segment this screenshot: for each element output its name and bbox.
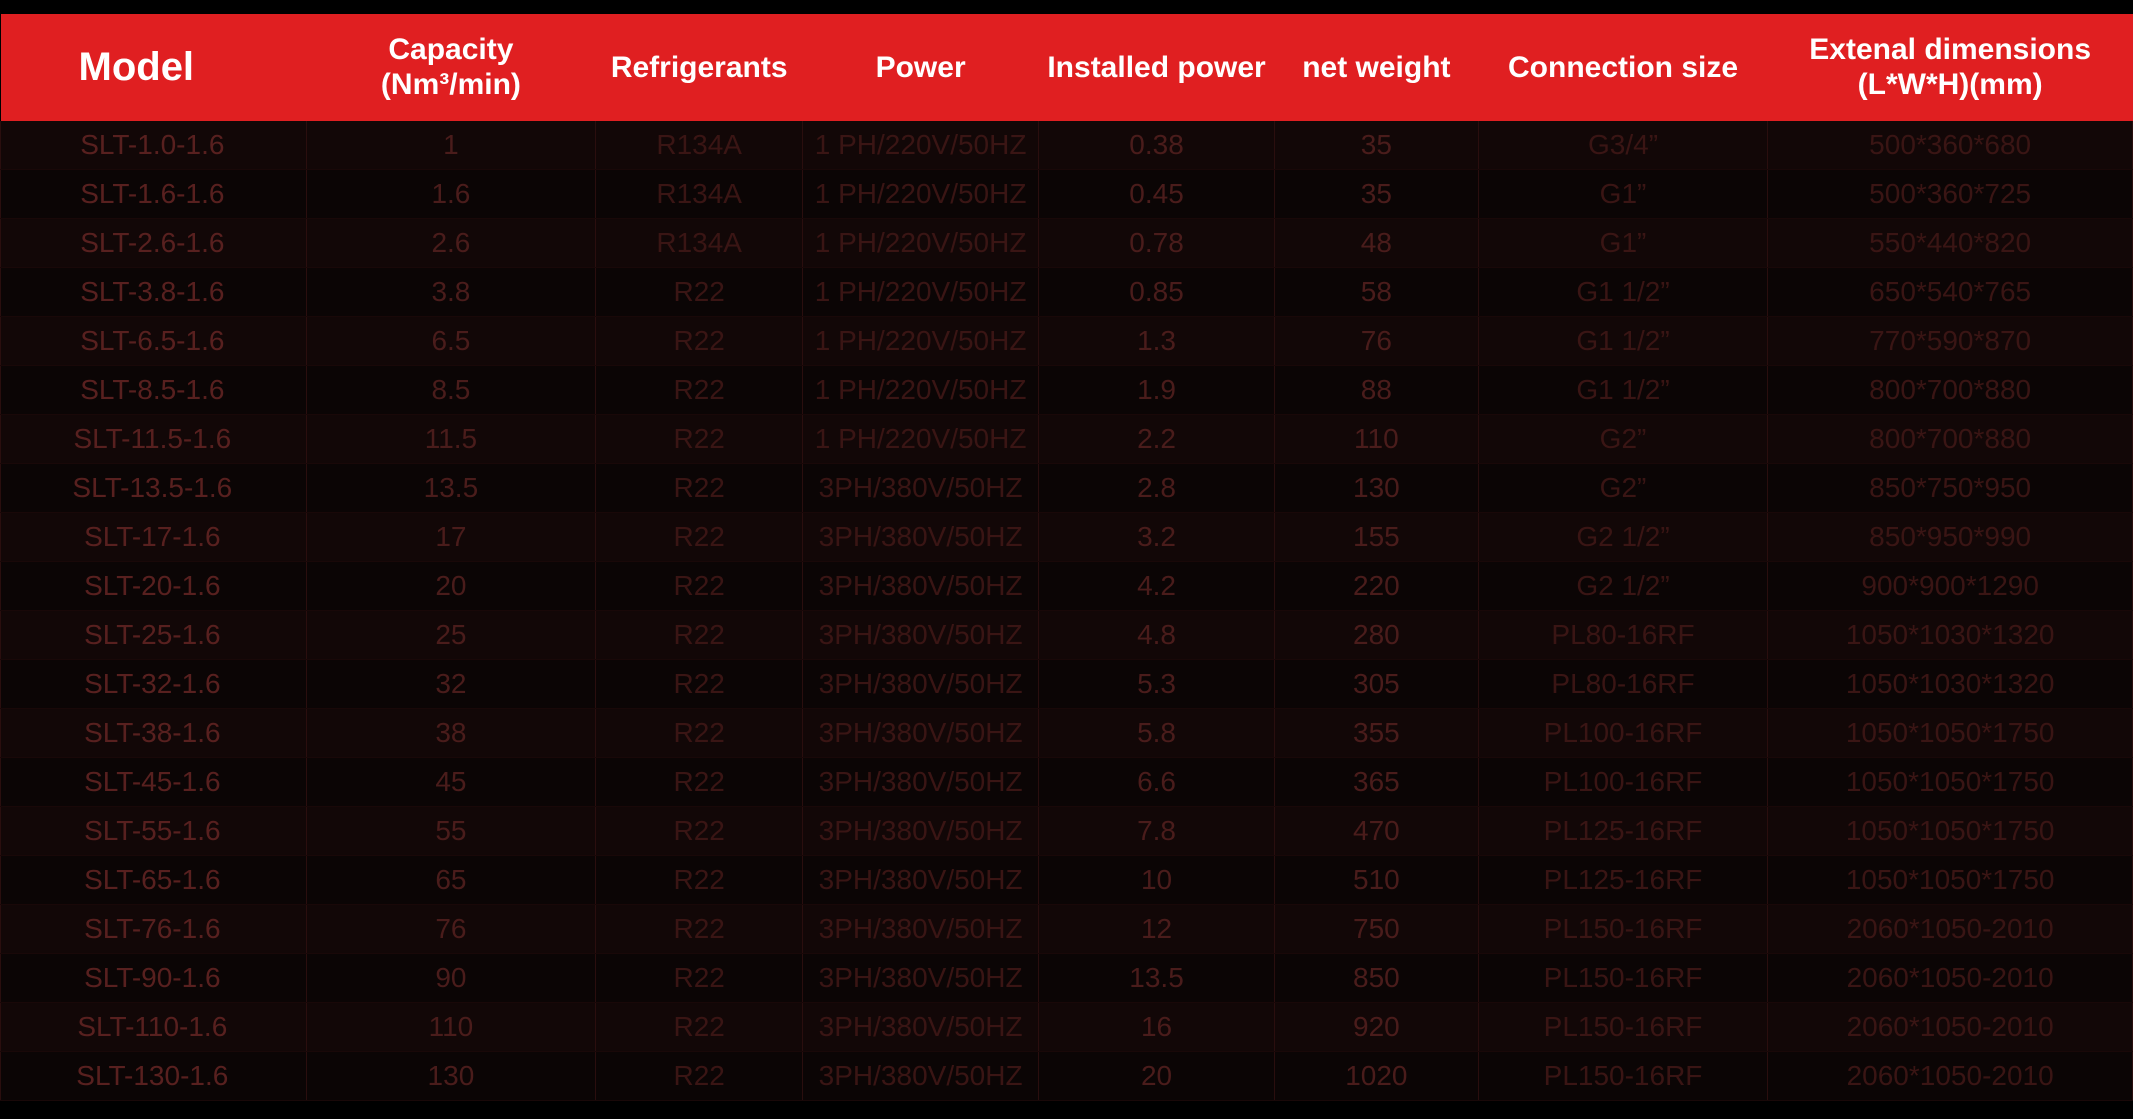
cell-net-weight: 280 <box>1275 610 1479 659</box>
cell-dimensions: 1050*1050*1750 <box>1768 708 2133 757</box>
cell-dimensions: 1050*1030*1320 <box>1768 610 2133 659</box>
cell-dimensions: 1050*1050*1750 <box>1768 806 2133 855</box>
cell-net-weight: 48 <box>1275 218 1479 267</box>
cell-capacity: 8.5 <box>306 365 596 414</box>
table-row <box>1 316 2133 365</box>
cell-refrigerant: R22 <box>596 561 803 610</box>
cell-capacity: 65 <box>306 855 596 904</box>
cell-model: SLT-1.6-1.6 <box>1 169 307 218</box>
cell-capacity: 20 <box>306 561 596 610</box>
cell-net-weight: 88 <box>1275 365 1479 414</box>
cell-dimensions: 1050*1050*1750 <box>1768 757 2133 806</box>
table-row <box>1 1002 2133 1051</box>
cell-installed-power: 3.2 <box>1039 512 1275 561</box>
cell-refrigerant: R22 <box>596 365 803 414</box>
cell-connection-size: PL80-16RF <box>1478 610 1768 659</box>
cell-installed-power: 13.5 <box>1039 953 1275 1002</box>
cell-capacity: 3.8 <box>306 267 596 316</box>
cell-power: 1 PH/220V/50HZ <box>803 169 1039 218</box>
cell-capacity: 13.5 <box>306 463 596 512</box>
table-row <box>1 463 2133 512</box>
cell-connection-size: PL150-16RF <box>1478 904 1768 953</box>
cell-dimensions: 500*360*725 <box>1768 169 2133 218</box>
cell-installed-power: 0.45 <box>1039 169 1275 218</box>
column-header-connection-size: Connection size <box>1478 14 1768 121</box>
cell-refrigerant: R22 <box>596 414 803 463</box>
cell-power: 3PH/380V/50HZ <box>803 904 1039 953</box>
cell-power: 1 PH/220V/50HZ <box>803 365 1039 414</box>
cell-capacity: 25 <box>306 610 596 659</box>
cell-refrigerant: R22 <box>596 512 803 561</box>
cell-refrigerant: R134A <box>596 218 803 267</box>
cell-connection-size: G1 1/2” <box>1478 267 1768 316</box>
table-row <box>1 757 2133 806</box>
cell-installed-power: 0.38 <box>1039 121 1275 170</box>
cell-dimensions: 800*700*880 <box>1768 414 2133 463</box>
cell-power: 1 PH/220V/50HZ <box>803 267 1039 316</box>
cell-dimensions: 2060*1050-2010 <box>1768 953 2133 1002</box>
cell-connection-size: PL100-16RF <box>1478 708 1768 757</box>
cell-power: 3PH/380V/50HZ <box>803 659 1039 708</box>
cell-installed-power: 10 <box>1039 855 1275 904</box>
cell-connection-size: PL100-16RF <box>1478 757 1768 806</box>
cell-refrigerant: R134A <box>596 121 803 170</box>
cell-net-weight: 355 <box>1275 708 1479 757</box>
cell-dimensions: 1050*1050*1750 <box>1768 855 2133 904</box>
cell-net-weight: 76 <box>1275 316 1479 365</box>
table-row <box>1 365 2133 414</box>
cell-refrigerant: R22 <box>596 953 803 1002</box>
cell-installed-power: 1.9 <box>1039 365 1275 414</box>
column-header-power: Power <box>803 14 1039 121</box>
cell-installed-power: 2.2 <box>1039 414 1275 463</box>
cell-net-weight: 305 <box>1275 659 1479 708</box>
cell-net-weight: 365 <box>1275 757 1479 806</box>
cell-model: SLT-130-1.6 <box>1 1051 307 1100</box>
cell-power: 3PH/380V/50HZ <box>803 855 1039 904</box>
cell-dimensions: 850*950*990 <box>1768 512 2133 561</box>
table-row <box>1 218 2133 267</box>
cell-refrigerant: R22 <box>596 316 803 365</box>
cell-capacity: 55 <box>306 806 596 855</box>
cell-installed-power: 20 <box>1039 1051 1275 1100</box>
cell-refrigerant: R134A <box>596 169 803 218</box>
cell-net-weight: 750 <box>1275 904 1479 953</box>
table-row <box>1 806 2133 855</box>
specification-table-container <box>0 14 2133 1101</box>
cell-connection-size: G1” <box>1478 169 1768 218</box>
cell-connection-size: PL150-16RF <box>1478 1051 1768 1100</box>
cell-refrigerant: R22 <box>596 806 803 855</box>
cell-model: SLT-6.5-1.6 <box>1 316 307 365</box>
cell-power: 1 PH/220V/50HZ <box>803 121 1039 170</box>
cell-refrigerant: R22 <box>596 1051 803 1100</box>
cell-model: SLT-45-1.6 <box>1 757 307 806</box>
table-header-row <box>1 14 2133 121</box>
cell-capacity: 76 <box>306 904 596 953</box>
cell-capacity: 38 <box>306 708 596 757</box>
cell-dimensions: 850*750*950 <box>1768 463 2133 512</box>
cell-connection-size: G1” <box>1478 218 1768 267</box>
cell-dimensions: 650*540*765 <box>1768 267 2133 316</box>
cell-net-weight: 920 <box>1275 1002 1479 1051</box>
cell-dimensions: 2060*1050-2010 <box>1768 904 2133 953</box>
column-header-refrigerants: Refrigerants <box>596 14 803 121</box>
cell-power: 3PH/380V/50HZ <box>803 953 1039 1002</box>
cell-power: 1 PH/220V/50HZ <box>803 316 1039 365</box>
column-header-capacity-line1: Capacity <box>388 33 514 66</box>
cell-model: SLT-55-1.6 <box>1 806 307 855</box>
cell-net-weight: 220 <box>1275 561 1479 610</box>
cell-refrigerant: R22 <box>596 1002 803 1051</box>
cell-refrigerant: R22 <box>596 904 803 953</box>
column-header-capacity <box>306 14 596 121</box>
cell-refrigerant: R22 <box>596 659 803 708</box>
cell-installed-power: 1.3 <box>1039 316 1275 365</box>
cell-model: SLT-2.6-1.6 <box>1 218 307 267</box>
table-header <box>1 14 2133 121</box>
cell-capacity: 32 <box>306 659 596 708</box>
table-row <box>1 1051 2133 1100</box>
table-row <box>1 904 2133 953</box>
cell-capacity: 90 <box>306 953 596 1002</box>
table-row <box>1 708 2133 757</box>
cell-connection-size: G2 1/2” <box>1478 561 1768 610</box>
column-header-dimensions-line2: (L*W*H)(mm) <box>1857 68 2043 102</box>
cell-net-weight: 110 <box>1275 414 1479 463</box>
table-row <box>1 414 2133 463</box>
cell-installed-power: 0.78 <box>1039 218 1275 267</box>
cell-installed-power: 2.8 <box>1039 463 1275 512</box>
cell-model: SLT-17-1.6 <box>1 512 307 561</box>
cell-model: SLT-1.0-1.6 <box>1 121 307 170</box>
cell-installed-power: 12 <box>1039 904 1275 953</box>
cell-net-weight: 470 <box>1275 806 1479 855</box>
cell-connection-size: G2” <box>1478 414 1768 463</box>
cell-model: SLT-20-1.6 <box>1 561 307 610</box>
cell-net-weight: 850 <box>1275 953 1479 1002</box>
cell-installed-power: 16 <box>1039 1002 1275 1051</box>
cell-dimensions: 500*360*680 <box>1768 121 2133 170</box>
cell-power: 3PH/380V/50HZ <box>803 1051 1039 1100</box>
cell-capacity: 2.6 <box>306 218 596 267</box>
table-row <box>1 561 2133 610</box>
cell-net-weight: 58 <box>1275 267 1479 316</box>
cell-installed-power: 4.2 <box>1039 561 1275 610</box>
cell-model: SLT-11.5-1.6 <box>1 414 307 463</box>
cell-installed-power: 6.6 <box>1039 757 1275 806</box>
cell-connection-size: G1 1/2” <box>1478 365 1768 414</box>
cell-installed-power: 0.85 <box>1039 267 1275 316</box>
cell-connection-size: G3/4” <box>1478 121 1768 170</box>
cell-refrigerant: R22 <box>596 610 803 659</box>
cell-dimensions: 800*700*880 <box>1768 365 2133 414</box>
cell-model: SLT-13.5-1.6 <box>1 463 307 512</box>
cell-power: 3PH/380V/50HZ <box>803 708 1039 757</box>
cell-dimensions: 2060*1050-2010 <box>1768 1051 2133 1100</box>
cell-model: SLT-76-1.6 <box>1 904 307 953</box>
cell-model: SLT-90-1.6 <box>1 953 307 1002</box>
cell-model: SLT-38-1.6 <box>1 708 307 757</box>
cell-dimensions: 2060*1050-2010 <box>1768 1002 2133 1051</box>
cell-model: SLT-3.8-1.6 <box>1 267 307 316</box>
cell-dimensions: 900*900*1290 <box>1768 561 2133 610</box>
cell-connection-size: G2” <box>1478 463 1768 512</box>
cell-connection-size: G1 1/2” <box>1478 316 1768 365</box>
table-row <box>1 267 2133 316</box>
cell-power: 3PH/380V/50HZ <box>803 561 1039 610</box>
cell-refrigerant: R22 <box>596 855 803 904</box>
cell-capacity: 1 <box>306 121 596 170</box>
cell-installed-power: 5.3 <box>1039 659 1275 708</box>
table-row <box>1 659 2133 708</box>
cell-net-weight: 35 <box>1275 121 1479 170</box>
cell-power: 3PH/380V/50HZ <box>803 512 1039 561</box>
cell-net-weight: 35 <box>1275 169 1479 218</box>
cell-model: SLT-110-1.6 <box>1 1002 307 1051</box>
cell-dimensions: 1050*1030*1320 <box>1768 659 2133 708</box>
column-header-net-weight: net weight <box>1275 14 1479 121</box>
cell-connection-size: PL125-16RF <box>1478 806 1768 855</box>
cell-capacity: 6.5 <box>306 316 596 365</box>
cell-refrigerant: R22 <box>596 267 803 316</box>
cell-power: 3PH/380V/50HZ <box>803 463 1039 512</box>
column-header-installed-power: Installed power <box>1039 14 1275 121</box>
cell-refrigerant: R22 <box>596 708 803 757</box>
cell-power: 3PH/380V/50HZ <box>803 610 1039 659</box>
cell-installed-power: 4.8 <box>1039 610 1275 659</box>
column-header-dimensions <box>1768 14 2133 121</box>
table-row <box>1 169 2133 218</box>
bottom-padding <box>0 1101 2133 1119</box>
cell-net-weight: 510 <box>1275 855 1479 904</box>
table-row <box>1 512 2133 561</box>
table-row <box>1 953 2133 1002</box>
cell-power: 1 PH/220V/50HZ <box>803 218 1039 267</box>
cell-power: 1 PH/220V/50HZ <box>803 414 1039 463</box>
cell-capacity: 130 <box>306 1051 596 1100</box>
cell-capacity: 17 <box>306 512 596 561</box>
cell-refrigerant: R22 <box>596 757 803 806</box>
cell-capacity: 1.6 <box>306 169 596 218</box>
cell-dimensions: 770*590*870 <box>1768 316 2133 365</box>
cell-connection-size: PL150-16RF <box>1478 1002 1768 1051</box>
cell-power: 3PH/380V/50HZ <box>803 757 1039 806</box>
cell-net-weight: 130 <box>1275 463 1479 512</box>
cell-refrigerant: R22 <box>596 463 803 512</box>
cell-model: SLT-25-1.6 <box>1 610 307 659</box>
cell-capacity: 11.5 <box>306 414 596 463</box>
cell-connection-size: G2 1/2” <box>1478 512 1768 561</box>
cell-model: SLT-32-1.6 <box>1 659 307 708</box>
cell-capacity: 110 <box>306 1002 596 1051</box>
column-header-capacity-line2: (Nm³/min) <box>380 68 521 102</box>
cell-installed-power: 5.8 <box>1039 708 1275 757</box>
column-header-dimensions-line1: Extenal dimensions <box>1809 33 2092 66</box>
cell-net-weight: 155 <box>1275 512 1479 561</box>
table-row <box>1 121 2133 170</box>
cell-power: 3PH/380V/50HZ <box>803 806 1039 855</box>
cell-power: 3PH/380V/50HZ <box>803 1002 1039 1051</box>
cell-connection-size: PL80-16RF <box>1478 659 1768 708</box>
cell-connection-size: PL150-16RF <box>1478 953 1768 1002</box>
cell-dimensions: 550*440*820 <box>1768 218 2133 267</box>
cell-capacity: 45 <box>306 757 596 806</box>
cell-net-weight: 1020 <box>1275 1051 1479 1100</box>
cell-model: SLT-8.5-1.6 <box>1 365 307 414</box>
table-row <box>1 610 2133 659</box>
table-body <box>1 121 2133 1101</box>
cell-model: SLT-65-1.6 <box>1 855 307 904</box>
table-row <box>1 855 2133 904</box>
specification-table <box>0 14 2133 1101</box>
cell-connection-size: PL125-16RF <box>1478 855 1768 904</box>
cell-installed-power: 7.8 <box>1039 806 1275 855</box>
column-header-model: Model <box>1 14 307 121</box>
